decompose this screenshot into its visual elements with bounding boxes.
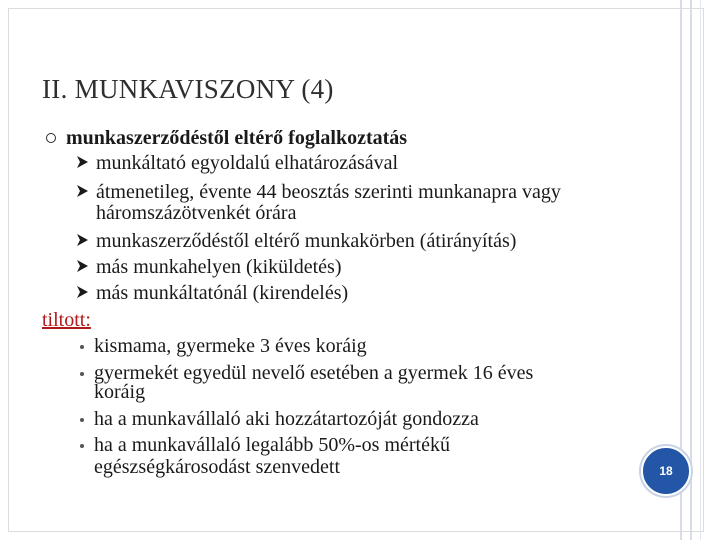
sub-point-continuation: háromszázötvenkét órára (96, 202, 297, 224)
decorative-side-line (700, 0, 701, 540)
sub-point: más munkáltatónál (kirendelés) (96, 282, 349, 304)
forbidden-item-continuation: egészségkárosodást szenvedett (94, 456, 341, 478)
sub-point: munkáltató egyoldalú elhatározásával (96, 152, 399, 174)
main-point: munkaszerződéstől eltérő foglalkoztatás (66, 127, 408, 149)
forbidden-label: tiltott: (42, 309, 91, 331)
decorative-side-line (690, 0, 692, 540)
dot-bullet-icon (80, 418, 84, 422)
page-number-badge: 18 (641, 446, 691, 496)
forbidden-item: kismama, gyermeke 3 éves koráig (94, 335, 367, 357)
sub-point: munkaszerződéstől eltérő munkakörben (átirányítás) (96, 230, 517, 252)
arrow-bullet-icon (76, 285, 89, 299)
arrow-bullet-icon (76, 233, 89, 247)
dot-bullet-icon (80, 345, 84, 349)
dot-bullet-icon (80, 372, 84, 376)
sub-point: átmenetileg, évente 44 beosztás szerinti munkanapra vagy (96, 181, 561, 203)
sub-point: más munkahelyen (kiküldetés) (96, 256, 342, 278)
arrow-bullet-icon (76, 155, 89, 169)
forbidden-item: ha a munkavállaló legalább 50%-os mértékű (94, 434, 450, 456)
forbidden-item: gyermekét egyedül nevelő esetében a gyermek 16 éves (94, 362, 534, 384)
circle-bullet-icon (46, 133, 56, 143)
arrow-bullet-icon (76, 184, 89, 198)
dot-bullet-icon (80, 444, 84, 448)
forbidden-item: ha a munkavállaló aki hozzátartozóját gondozza (94, 408, 479, 430)
slide-title: II. MUNKAVISZONY (4) (42, 74, 334, 104)
forbidden-item-continuation: koráig (94, 381, 146, 403)
arrow-bullet-icon (76, 259, 89, 273)
